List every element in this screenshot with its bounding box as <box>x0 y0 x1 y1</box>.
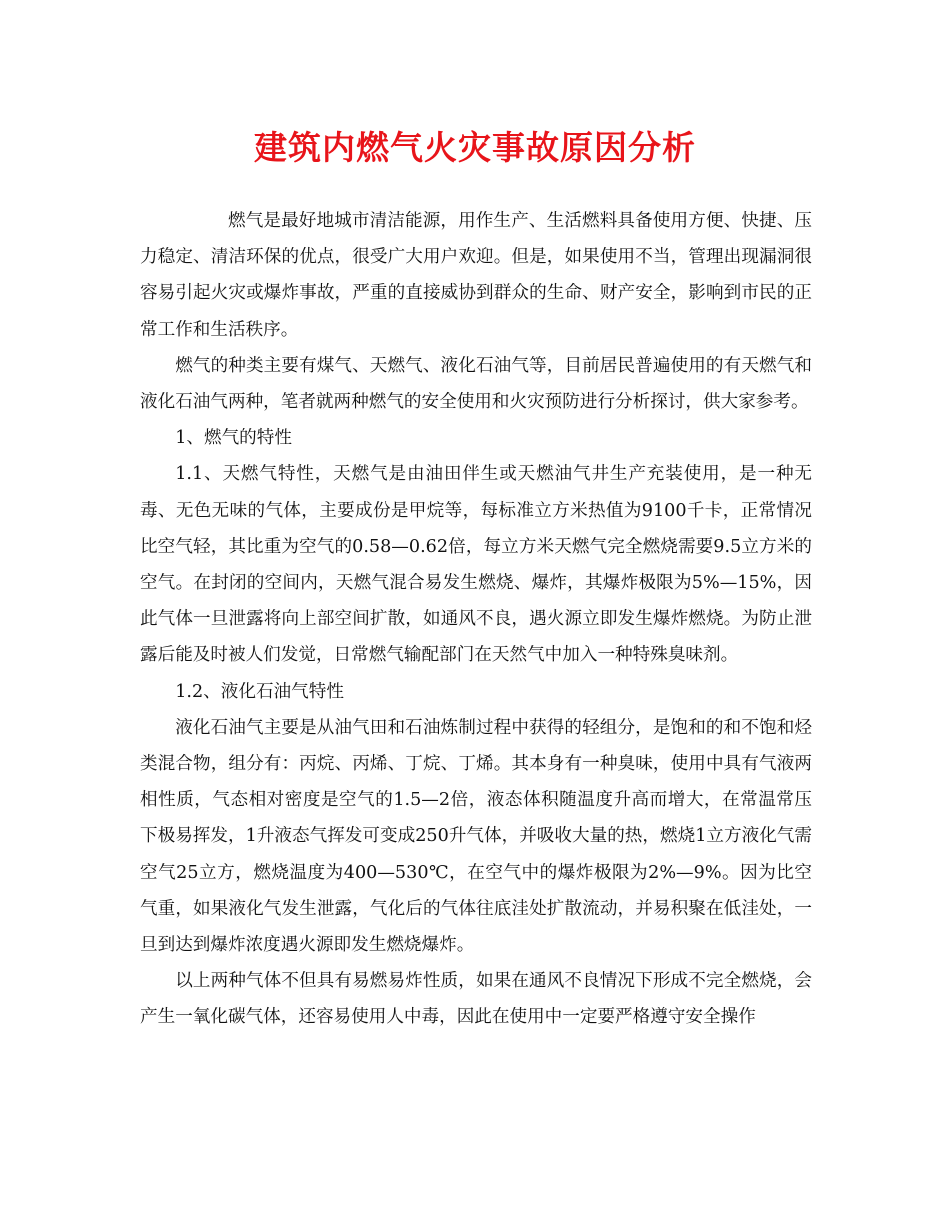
paragraph-intro: 燃气是最好地城市清洁能源，用作生产、生活燃料具备使用方便、快捷、压力稳定、清洁环保的优点，很受广大用户欢迎。但是，如果使用不当，管理出现漏洞很容易引起火灾或爆炸事故，严重的直接威协到群众的生命、财产安全，影响到市民的正常工作和生活秩序。 <box>140 211 812 340</box>
document-body <box>140 203 812 1036</box>
paragraph-gas-types: 燃气的种类主要有煤气、天燃气、液化石油气等，目前居民普遍使用的有天燃气和液化石油气两种，笔者就两种燃气的安全使用和火灾预防进行分析探讨，供大家参考。 <box>140 355 812 413</box>
document-title: 建筑内燃气火灾事故原因分析 <box>254 128 696 167</box>
section-heading-1-2: 1.2、液化石油气特性 <box>175 681 344 702</box>
section-heading-1: 1、燃气的特性 <box>175 428 292 449</box>
paragraph-natural-gas: 1.1、天燃气特性，天燃气是由油田伴生或天燃油气井生产充装使用，是一种无毒、无色无味的气体，主要成份是甲烷等，每标准立方米热值为9100千卡，正常情况比空气轻，其比重为空气的0.58—0.62倍，每立方米天燃气完全燃烧需要9.5立方米的空气。在封闭的空间内，天燃气混合易发生燃烧、爆炸，其爆炸极限为5%—15%，因此气体一旦泄露将向上部空间扩散，如通风不良，遇火源立即发生爆炸燃烧。为防止泄露后能及时被人们发觉，日常燃气输配部门在天然气中加入一种特殊臭味剂。 <box>140 464 812 666</box>
paragraph-hazards: 以上两种气体不但具有易燃易炸性质，如果在通风不良情况下形成不完全燃烧，会产生一氧化碳气体，还容易使用人中毒，因此在使用中一定要严格遵守安全操作 <box>140 971 812 1028</box>
paragraph-lpg: 液化石油气主要是从油气田和石油炼制过程中获得的轻组分，是饱和的和不饱和烃类混合物，组分有：丙烷、丙烯、丁烷、丁烯。其本身有一种臭味，使用中具有气液两相性质，气态相对密度是空气的1.5—2倍，液态体积随温度升高而增大，在常温常压下极易挥发，1升液态气挥发可变成250升气体，并吸收大量的热，燃烧1立方液化气需空气25立方，燃烧温度为400—530℃，在空气中的爆炸极限为2%—9%。因为比空气重，如果液化气发生泄露，气化后的气体往底洼处扩散流动，并易积聚在低洼处，一旦到达到爆炸浓度遇火源即发生燃烧爆炸。 <box>140 717 812 956</box>
